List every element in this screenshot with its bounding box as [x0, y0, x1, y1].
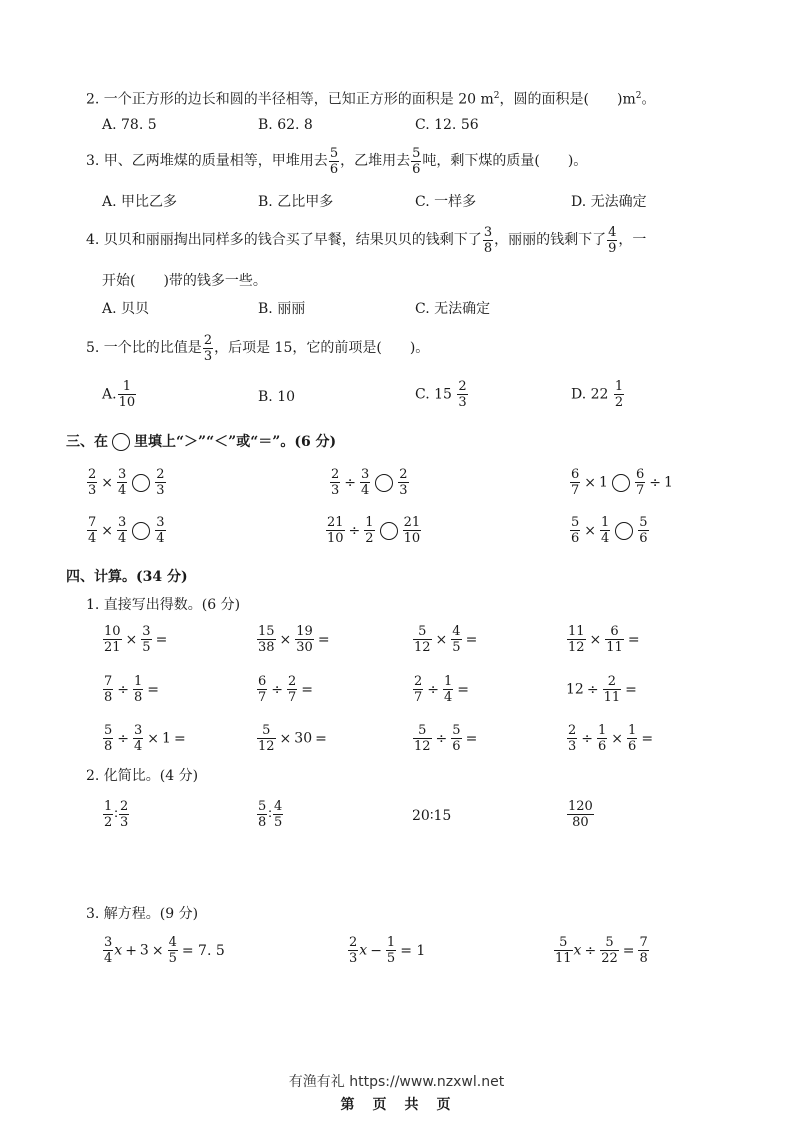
q3-option-d: D. 无法确定	[571, 194, 647, 210]
answer-circle[interactable]	[380, 522, 398, 540]
q5-option-d: D. 22 $\frac{1}{2}$	[571, 379, 624, 410]
sub-3-title: 3. 解方程。(9 分)	[86, 906, 199, 922]
footer-page: 第 页 共 页	[340, 1097, 453, 1113]
equation-1: $\frac{3}{4}$ x + 3 × $\frac{4}{5}$ = 7. 5	[104, 935, 225, 966]
calc-1: $\frac{10}{21}$ × $\frac{3}{5}$ =	[104, 624, 168, 655]
q2-option-c: C. 12. 56	[415, 117, 479, 133]
q3-option-a: A. 甲比乙多	[102, 194, 178, 210]
ratio-2: $\frac{5}{8}$ ∶ $\frac{4}{5}$	[258, 799, 283, 830]
answer-circle[interactable]	[615, 522, 633, 540]
q4-option-b: B. 丽丽	[258, 301, 306, 317]
q3-option-c: C. 一样多	[415, 194, 477, 210]
fraction: $\frac{5}{6}$	[412, 145, 421, 177]
calc-2: $\frac{15}{38}$ × $\frac{19}{30}$ =	[258, 624, 330, 655]
answer-circle[interactable]	[132, 474, 150, 492]
section-4-title: 四、计算。(34 分)	[66, 569, 188, 585]
sub-2-title: 2. 化简比。(4 分)	[86, 768, 199, 784]
fraction: $\frac{2}{3}$	[203, 332, 213, 364]
circle-icon	[112, 433, 130, 451]
answer-circle[interactable]	[375, 474, 393, 492]
calc-8: 12 ÷ $\frac{2}{11}$ =	[566, 674, 637, 705]
calc-4: $\frac{11}{12}$ × $\frac{6}{11}$ =	[568, 624, 640, 655]
compare-4: $\frac{7}{4}$ × $\frac{3}{4}$ $\frac{3}{4}$	[88, 515, 165, 546]
answer-circle[interactable]	[132, 522, 150, 540]
calc-9: $\frac{5}{8}$ ÷ $\frac{3}{4}$ × 1 =	[104, 723, 186, 754]
compare-2: $\frac{2}{3}$ ÷ $\frac{3}{4}$ $\frac{2}{3}$	[331, 467, 408, 498]
equation-3: $\frac{5}{11}$ x ÷ $\frac{5}{22}$ = $\frac{7}{8}$	[555, 935, 648, 966]
answer-circle[interactable]	[612, 474, 630, 492]
compare-5: $\frac{21}{10}$ ÷ $\frac{1}{2}$ $\frac{21}{10}$	[327, 515, 421, 546]
q5-option-c: C. 15 $\frac{2}{3}$	[415, 379, 467, 410]
calc-6: $\frac{6}{7}$ ÷ $\frac{2}{7}$ =	[258, 674, 314, 705]
calc-5: $\frac{7}{8}$ ÷ $\frac{1}{8}$ =	[104, 674, 160, 705]
compare-1: $\frac{2}{3}$ × $\frac{3}{4}$ $\frac{2}{3}$	[88, 467, 165, 498]
q5-option-a: A. $\frac{1}{10}$	[102, 379, 136, 410]
ratio-4: $\frac{120}{80}$	[568, 799, 593, 830]
fraction: $\frac{3}{8}$	[483, 224, 493, 256]
section-3-title: 三、在 里填上“＞”“＜”或“＝”。(6 分)	[66, 434, 337, 450]
q5-option-b: B. 10	[258, 389, 296, 405]
footer-site: 有渔有礼 https://www.nzxwl.net	[288, 1074, 505, 1090]
calc-7: $\frac{2}{7}$ ÷ $\frac{1}{4}$ =	[414, 674, 470, 705]
fraction: $\frac{4}{9}$	[608, 224, 617, 256]
question-2: 2. 一个正方形的边长和圆的半径相等，已知正方形的面积是 20 $m^2$，圆的面积是( )$m^2$。	[86, 91, 656, 108]
q2-option-b: B. 62. 8	[258, 117, 313, 133]
equation-2: $\frac{2}{3}$ x − $\frac{1}{5}$ = 1	[349, 935, 426, 966]
q4-option-a: A. 贝贝	[102, 301, 150, 317]
question-4-line2: 开始( )带的钱多一些。	[102, 273, 267, 289]
compare-3: $\frac{6}{7}$ × 1 $\frac{6}{7}$ ÷ 1	[571, 467, 673, 498]
calc-12: $\frac{2}{3}$ ÷ $\frac{1}{6}$ × $\frac{1}{6}$ =	[568, 723, 654, 754]
ratio-3: 20∶15	[412, 808, 452, 824]
compare-6: $\frac{5}{6}$ × $\frac{1}{4}$ $\frac{5}{6}$	[571, 515, 648, 546]
sub-1-title: 1. 直接写出得数。(6 分)	[86, 597, 241, 613]
question-5: 5. 一个比的比值是 $\frac{2}{3}$ ，后项是 15，它的前项是( )。	[86, 332, 430, 364]
q4-option-c: C. 无法确定	[415, 301, 491, 317]
q3-option-b: B. 乙比甲多	[258, 194, 334, 210]
q2-option-a: A. 78. 5	[102, 117, 157, 133]
fraction: $\frac{5}{6}$	[329, 145, 339, 177]
question-3: 3. 甲、乙两堆煤的质量相等，甲堆用去 $\frac{5}{6}$ ，乙堆用去 $\frac{5}{6}$ 吨，剩下煤的质量( )。	[86, 145, 588, 177]
question-4: 4. 贝贝和丽丽掏出同样多的钱合买了早餐，结果贝贝的钱剩下了 $\frac{3}{8}$ ，丽丽的钱剩下了 $\frac{4}{9}$ ，一	[86, 224, 647, 256]
calc-3: $\frac{5}{12}$ × $\frac{4}{5}$ =	[414, 624, 478, 655]
calc-11: $\frac{5}{12}$ ÷ $\frac{5}{6}$ =	[414, 723, 478, 754]
calc-10: $\frac{5}{12}$ × 30 =	[258, 723, 327, 754]
ratio-1: $\frac{1}{2}$ ∶ $\frac{2}{3}$	[104, 799, 129, 830]
